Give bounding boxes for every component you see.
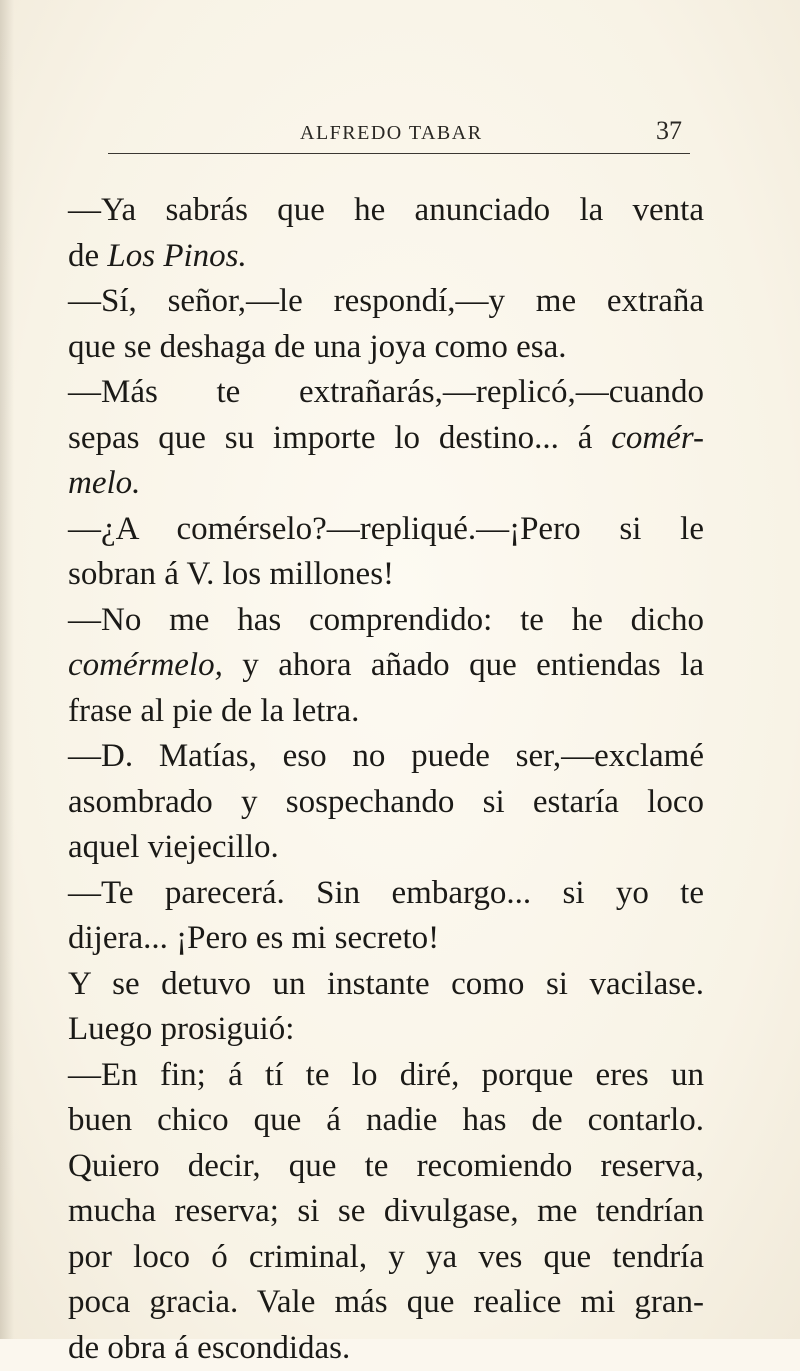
- text-line: [68, 234, 704, 280]
- body-text: [68, 188, 704, 1371]
- text-line: dijera... ¡Pero es mi secreto!: [68, 916, 704, 962]
- text-line: —Ya sabrás que he anunciado la venta: [68, 188, 704, 234]
- text-line: de obra á escondidas.: [68, 1326, 704, 1371]
- text-segment: y ahora añado que entiendas la: [223, 647, 704, 683]
- running-head: [108, 120, 690, 150]
- italic-text: Los Pinos.: [107, 238, 246, 274]
- text-line: asombrado y sospechando si estaría loco: [68, 780, 704, 826]
- text-line: Luego prosiguió:: [68, 1007, 704, 1053]
- text-line: buen chico que á nadie has de contarlo.: [68, 1098, 704, 1144]
- text-segment: de: [68, 238, 107, 274]
- text-segment: sepas que su importe lo destino... á: [68, 420, 611, 456]
- text-line: —¿A comérselo?—repliqué.—¡Pero si le: [68, 507, 704, 553]
- text-line: Quiero decir, que te recomiendo reserva,: [68, 1144, 704, 1190]
- text-line: por loco ó criminal, y ya ves que tendría: [68, 1235, 704, 1281]
- header-rule: [108, 153, 690, 154]
- page-number: 37: [656, 116, 682, 146]
- text-line: que se deshaga de una joya como esa.: [68, 325, 704, 371]
- text-line: —No me has comprendido: te he dicho: [68, 598, 704, 644]
- text-line: —En fin; á tí te lo diré, porque eres un: [68, 1053, 704, 1099]
- italic-text: comérmelo,: [68, 647, 223, 683]
- running-title: ALFREDO TABAR: [300, 122, 483, 145]
- italic-text: comér-: [611, 420, 704, 456]
- text-line: —D. Matías, eso no puede ser,—exclamé: [68, 734, 704, 780]
- text-line: sobran á V. los millones!: [68, 552, 704, 598]
- text-line: frase al pie de la letra.: [68, 689, 704, 735]
- text-line: poca gracia. Vale más que realice mi gran-: [68, 1280, 704, 1326]
- italic-text: melo.: [68, 465, 140, 501]
- text-line: —Más te extrañarás,—replicó,—cuando: [68, 370, 704, 416]
- text-line: mucha reserva; si se divulgase, me tendrían: [68, 1189, 704, 1235]
- text-line: [68, 461, 704, 507]
- text-line: —Sí, señor,—le respondí,—y me extraña: [68, 279, 704, 325]
- text-line: —Te parecerá. Sin embargo... si yo te: [68, 871, 704, 917]
- spine-shadow: [0, 0, 14, 1339]
- text-line: aquel viejecillo.: [68, 825, 704, 871]
- text-line: [68, 643, 704, 689]
- text-line: Y se detuvo un instante como si vacilase.: [68, 962, 704, 1008]
- text-line: [68, 416, 704, 462]
